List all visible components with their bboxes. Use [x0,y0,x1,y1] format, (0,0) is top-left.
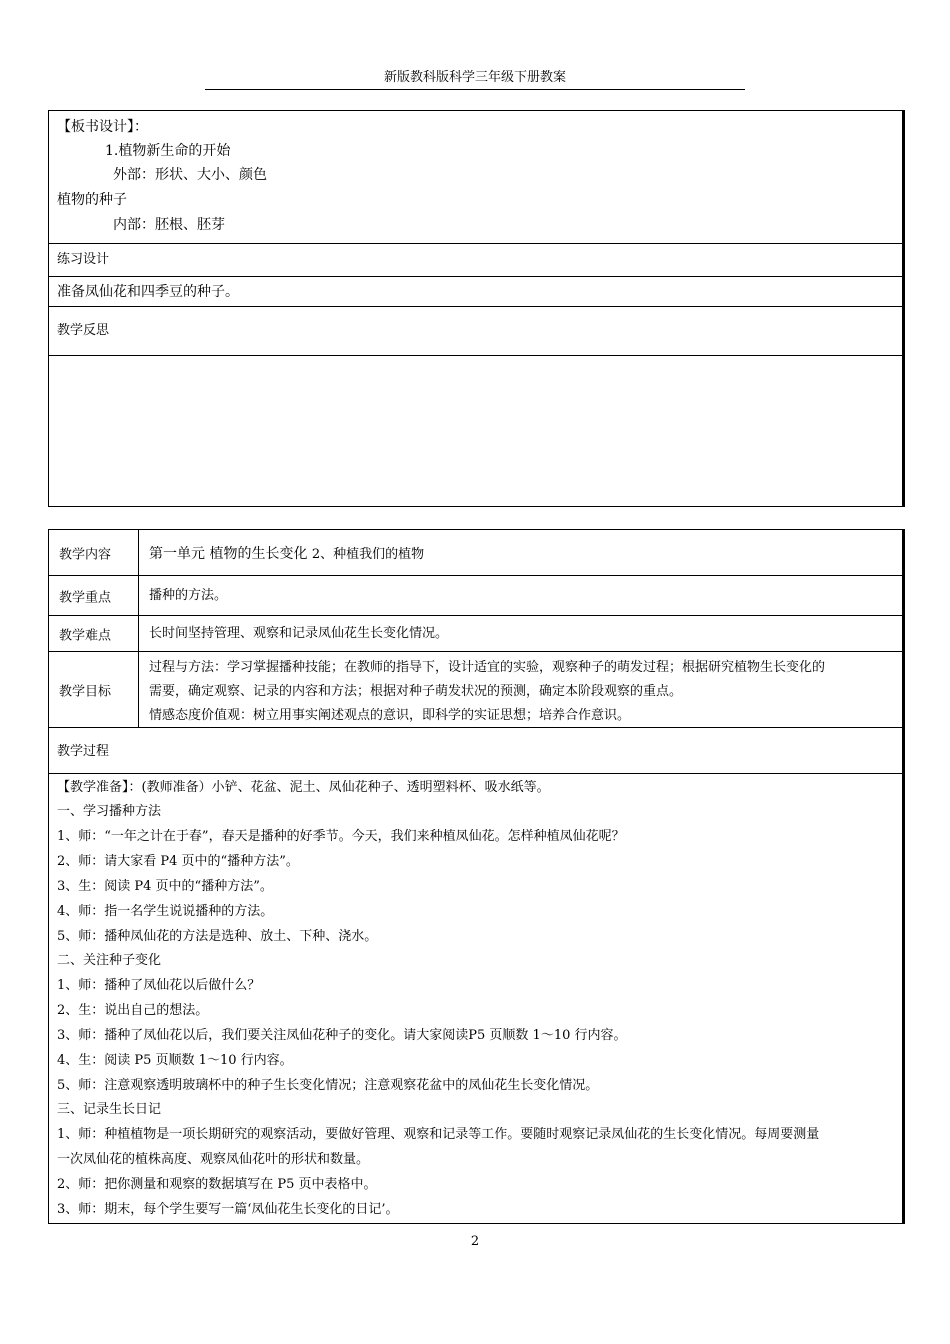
exercise-content-row [49,277,902,307]
board-line-internal: 内部：胚根、胚芽 [113,217,225,233]
process-line: 1、师：播种了凤仙花以后做什么？ [57,978,261,993]
process-label: 教学过程 [57,744,110,759]
content-unit: 第一单元 植物的生长变化 [149,546,308,562]
page-header: 新版教科版科学三年级下册教案 [205,68,745,90]
process-line: 2、师：请大家看 P4 页中的“播种方法”。 [57,854,299,869]
process-content-row [49,774,902,1223]
process-line: 4、生：阅读 P5 页顺数 1～10 行内容。 [57,1053,293,1068]
reflection-content-row [49,356,902,506]
goal-line: 情感态度价值观：树立用事实阐述观点的意识，即科学的实证思想；培养合作意识。 [149,708,631,723]
lesson-table [48,529,905,1224]
process-line: 1、师：“一年之计在于春”，春天是播种的好季节。今天，我们来种植凤仙花。怎样种植凤仙花呢？ [57,829,625,844]
board-design-row [49,111,902,244]
process-line: 2、生：说出自己的想法。 [57,1003,209,1018]
content-value [149,542,424,567]
difficulty-row [49,616,902,652]
process-line: 1、师：种植植物是一项长期研究的观察活动，要做好管理、观察和记录等工作。要随时观察记录凤仙花的生长变化情况。每周要测量 [57,1127,820,1142]
process-line: 二、关注种子变化 [57,953,162,968]
exercise-label-row [49,244,902,277]
focus-row [49,576,902,616]
board-line-title: 1.植物新生命的开始 [105,143,231,159]
content-row [49,530,902,576]
goal-label: 教学目标 [59,684,112,699]
process-line: 【教学准备】：(教师准备）小铲、花盆、泥土、凤仙花种子、透明塑料杯、吸水纸等。 [57,780,550,795]
process-line: 5、师：播种凤仙花的方法是选种、放土、下种、浇水。 [57,929,378,944]
board-design-table [48,110,905,507]
exercise-content: 准备凤仙花和四季豆的种子。 [57,284,239,300]
content-label: 教学内容 [59,547,112,562]
process-line: 3、师：期末，每个学生要写一篇‘凤仙花生长变化的日记’。 [57,1202,399,1217]
page-number: 2 [470,1234,480,1249]
process-line: 3、师：播种了凤仙花以后，我们要关注凤仙花种子的变化。请大家阅读P5 页顺数 1～10 行内容。 [57,1028,627,1043]
board-design-label: 【板书设计】： [57,119,148,135]
process-line: 2、师：把你测量和观察的数据填写在 P5 页中表格中。 [57,1177,377,1192]
board-line-external: 外部：形状、大小、颜色 [113,167,267,183]
difficulty-label: 教学难点 [59,628,112,643]
process-label-row [49,728,902,774]
process-line: 5、师：注意观察透明玻璃杯中的种子生长变化情况；注意观察花盆中的凤仙花生长变化情况。 [57,1078,599,1093]
focus-value: 播种的方法。 [149,588,228,603]
reflection-label-row [49,307,902,356]
process-line: 一次凤仙花的植株高度、观察凤仙花叶的形状和数量。 [57,1152,370,1167]
exercise-label: 练习设计 [57,252,110,267]
process-line: 一、学习播种方法 [57,804,162,819]
process-line: 三、记录生长日记 [57,1102,162,1117]
process-line: 3、生：阅读 P4 页中的“播种方法”。 [57,879,273,894]
goal-line: 过程与方法：学习掌握播种技能；在教师的指导下，设计适宜的实验，观察种子的萌发过程；根据研究植物生长变化的 [149,660,826,675]
difficulty-value: 长时间坚持管理、观察和记录凤仙花生长变化情况。 [149,626,449,641]
board-line-seed: 植物的种子 [57,192,127,208]
goal-row [49,652,902,728]
process-line: 4、师：指一名学生说说播种的方法。 [57,904,274,919]
goal-line: 需要，确定观察、记录的内容和方法；根据对种子萌发状况的预测，确定本阶段观察的重点。 [149,684,683,699]
reflection-label: 教学反思 [57,323,110,338]
content-title: 2、种植我们的植物 [311,547,425,562]
focus-label: 教学重点 [59,590,112,605]
